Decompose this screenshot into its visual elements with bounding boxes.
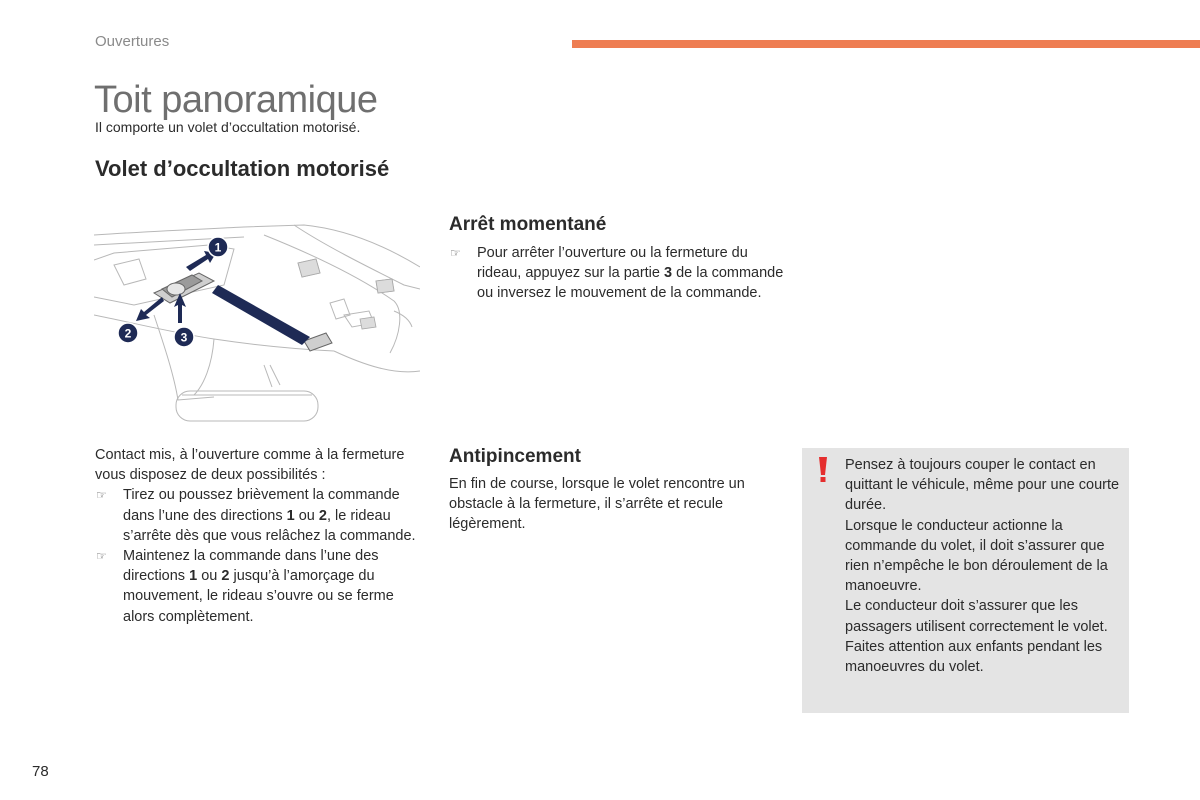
exclamation-icon: [816, 455, 830, 485]
page-title: Toit panoramique: [94, 79, 378, 121]
header-accent-bar: [572, 40, 1200, 48]
antipinch-heading: Antipincement: [449, 446, 581, 467]
intro-text: Contact mis, à l’ouverture comme à la fermeture vous disposez de deux possibilités :: [95, 447, 405, 484]
intro-block: [95, 445, 425, 627]
page-subtitle: Il comporte un volet d’occultation motorisé.: [95, 119, 361, 135]
stop-heading: Arrêt momentané: [449, 214, 607, 235]
marker-3: 3: [180, 330, 188, 345]
pointing-hand-icon: ☞: [450, 246, 461, 260]
section-label: Ouvertures: [95, 33, 170, 50]
page-number: 78: [32, 763, 49, 780]
intro-bullet-list: [95, 485, 425, 626]
section-heading: Volet d’occultation motorisé: [95, 156, 390, 181]
list-item: ☞ Tirez ou poussez brièvement la commande dans l’une des directions 1 ou 2, le rideau s’arrête dès que vous relâchez la commande.: [96, 487, 416, 544]
stop-bullet-list: [449, 243, 784, 304]
marker-2: 2: [124, 326, 132, 341]
stop-block: [449, 243, 784, 304]
pointing-hand-icon: ☞: [96, 488, 107, 503]
antipinch-text: En fin de course, lorsque le volet rencontre un obstacle à la fermeture, il s’arrête et recule légèrement.: [449, 476, 745, 533]
pointing-hand-icon: ☞: [96, 549, 107, 564]
list-item: ☞ Maintenez la commande dans l’une des directions 1 ou 2 jusqu’à l’amorçage du mouvement, le rideau s’ouvre ou se ferme alors complètement.: [96, 548, 394, 625]
marker-1: 1: [214, 240, 222, 255]
roof-control-illustration: [94, 215, 420, 430]
list-item: ☞ Pour arrêter l’ouverture ou la fermeture du rideau, appuyez sur la partie 3 de la commande ou inversez le mouvement de la commande.: [450, 245, 784, 302]
warning-text: Pensez à toujours couper le contact en quittant le véhicule, même pour une courte durée. Lorsque le conducteur actionne la commande du volet, il doit s’assurer que rien n’empêche le bon déroulement de la manoeuvre. Le conducteur doit s’assurer que les passagers utilisent correctement le volet. Faites attention aux enfants pendant les manoeuvres du volet.: [845, 457, 1120, 676]
